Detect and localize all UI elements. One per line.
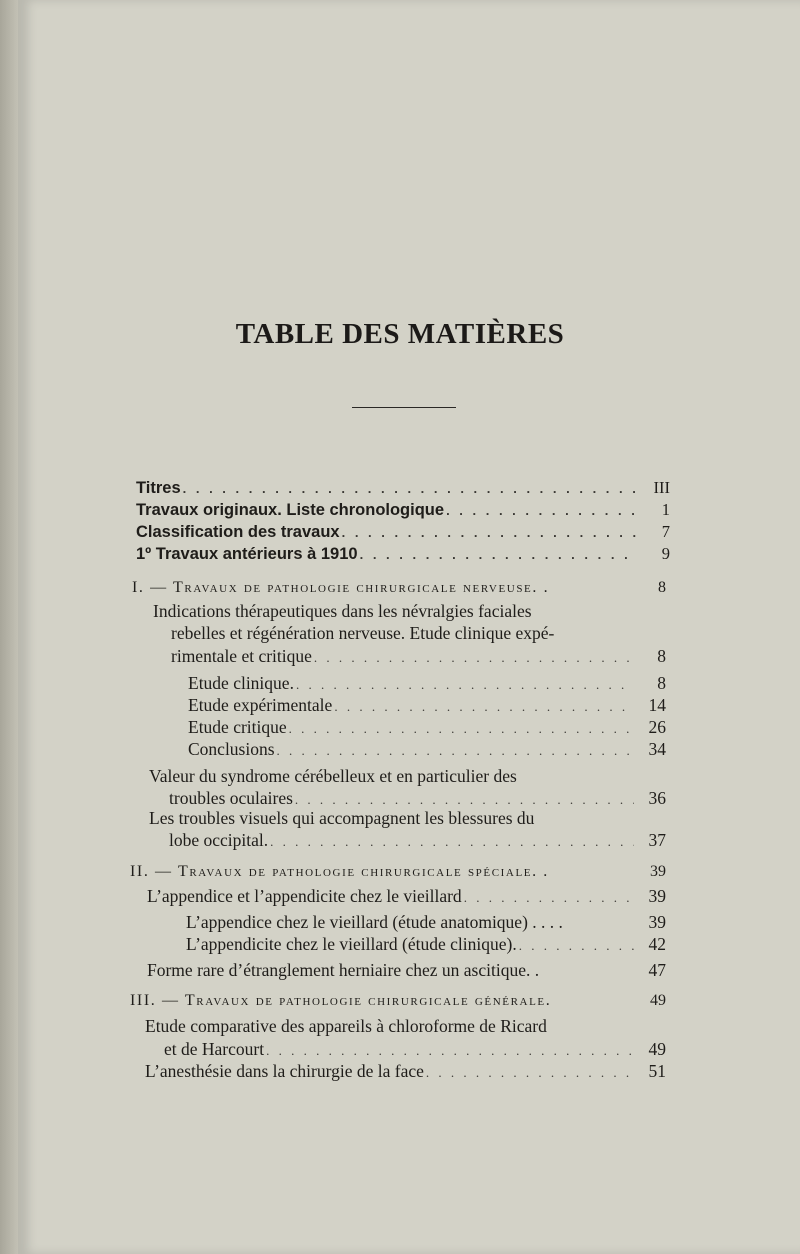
toc-entry-text: Titres [136,479,181,497]
toc-entry-text: L’appendice chez le vieillard (étude anatomique) . . . . [186,912,563,932]
toc-entry [136,521,670,544]
toc-entry-text: II. — Travaux de pathologie chirurgicale spéciale. . [130,863,549,880]
toc-entry-page: 39 [648,912,666,932]
leader-dots [277,740,634,762]
toc-entry-line: Etude comparative des appareils à chloroforme de Ricard [145,1016,547,1036]
toc-entry-text: Conclusions [188,739,275,759]
leader-dots [183,478,638,500]
toc-entry [186,933,666,957]
toc-entry-text: L’appendice et l’appendicite chez le vieillard [147,886,462,906]
toc-entry-page: 34 [648,739,666,759]
toc-entry-text: rimentale et critique [171,646,312,666]
toc-entry [188,738,666,762]
toc-entry-text: III. — Travaux de pathologie chirurgicale générale. [130,992,552,1009]
leader-dots [289,718,634,740]
toc-entry [136,477,670,500]
toc-entry-page: 8 [658,579,666,596]
page-title: TABLE DES MATIÈRES [235,318,565,350]
toc-entry-text: Etude expérimentale [188,695,333,715]
toc-entry-text: Classification des travaux [136,523,340,541]
toc-entry-page: 37 [648,830,666,850]
toc-entry-page: 51 [648,1061,666,1081]
toc-entry [136,499,670,522]
toc-entry-text: 1º Travaux antérieurs à 1910 [136,545,358,563]
toc-entry-page: 8 [657,646,666,666]
leader-dots [296,674,634,696]
toc-entry-text: lobe occipital. [169,830,269,850]
toc-entry-text: L’appendicite chez le vieillard (étude clinique). [186,934,517,954]
toc-entry-page: 42 [648,934,666,954]
leader-dots [270,831,634,853]
toc-entry-text: Travaux originaux. Liste chronologique [136,501,445,519]
leader-dots [464,887,634,909]
toc-entry [171,645,666,669]
toc-entry-page: 39 [648,886,666,906]
toc-entry [188,694,666,718]
leader-dots [314,647,634,669]
toc-entry-text: Forme rare d’étranglement herniaire chez un ascitique. . [147,960,540,980]
toc-section-heading [132,577,666,599]
toc-entry-page: 36 [648,788,666,808]
toc-entry-page: 1 [661,500,670,519]
toc-entry-page: 9 [661,544,670,563]
toc-entry-page: 26 [648,717,666,737]
toc-entry [147,885,666,909]
leader-dots [360,544,638,566]
toc-entry-page: 39 [650,863,666,880]
leader-dots [446,500,638,522]
toc-entry [136,543,670,566]
toc-entry [164,1038,666,1062]
toc-entry-page: III [653,478,670,497]
leader-dots [334,696,634,718]
toc-entry-line: rebelles et régénération nerveuse. Etude clinique expé- [171,623,555,643]
toc-entry [145,1060,666,1084]
toc-entry-line: Indications thérapeutiques dans les névralgies faciales [153,601,532,621]
toc-entry [186,911,666,933]
toc-entry [169,829,666,853]
toc-entry-text: L’anesthésie dans la chirurgie de la face [145,1061,424,1081]
toc-entry-page: 7 [661,522,670,541]
toc-entry-page: 49 [650,992,666,1009]
toc-entry-text: et de Harcourt [164,1039,265,1059]
toc-entry-line: Valeur du syndrome cérébelleux et en particulier des [149,766,517,786]
toc-entry-line: Les troubles visuels qui accompagnent les blessures du [149,808,535,828]
toc-section-heading [130,861,666,883]
toc-entry-text: I. — Travaux de pathologie chirurgicale nerveuse. . [132,579,550,596]
leader-dots [426,1062,634,1084]
toc-entry-text: Etude critique [188,717,287,737]
toc-entry [188,716,666,740]
toc-entry-text: troubles oculaires [169,788,293,808]
toc-entry-page: 14 [648,695,666,715]
leader-dots [519,935,634,957]
toc-section-heading [130,990,666,1012]
toc-entry [188,672,666,696]
toc-entry-page: 47 [648,960,666,980]
toc-entry-page: 49 [648,1039,666,1059]
toc-entry-page: 8 [657,673,666,693]
toc-entry [147,959,666,981]
leader-dots [266,1040,634,1062]
leader-dots [342,522,638,544]
toc-entry-text: Etude clinique. [188,673,294,693]
